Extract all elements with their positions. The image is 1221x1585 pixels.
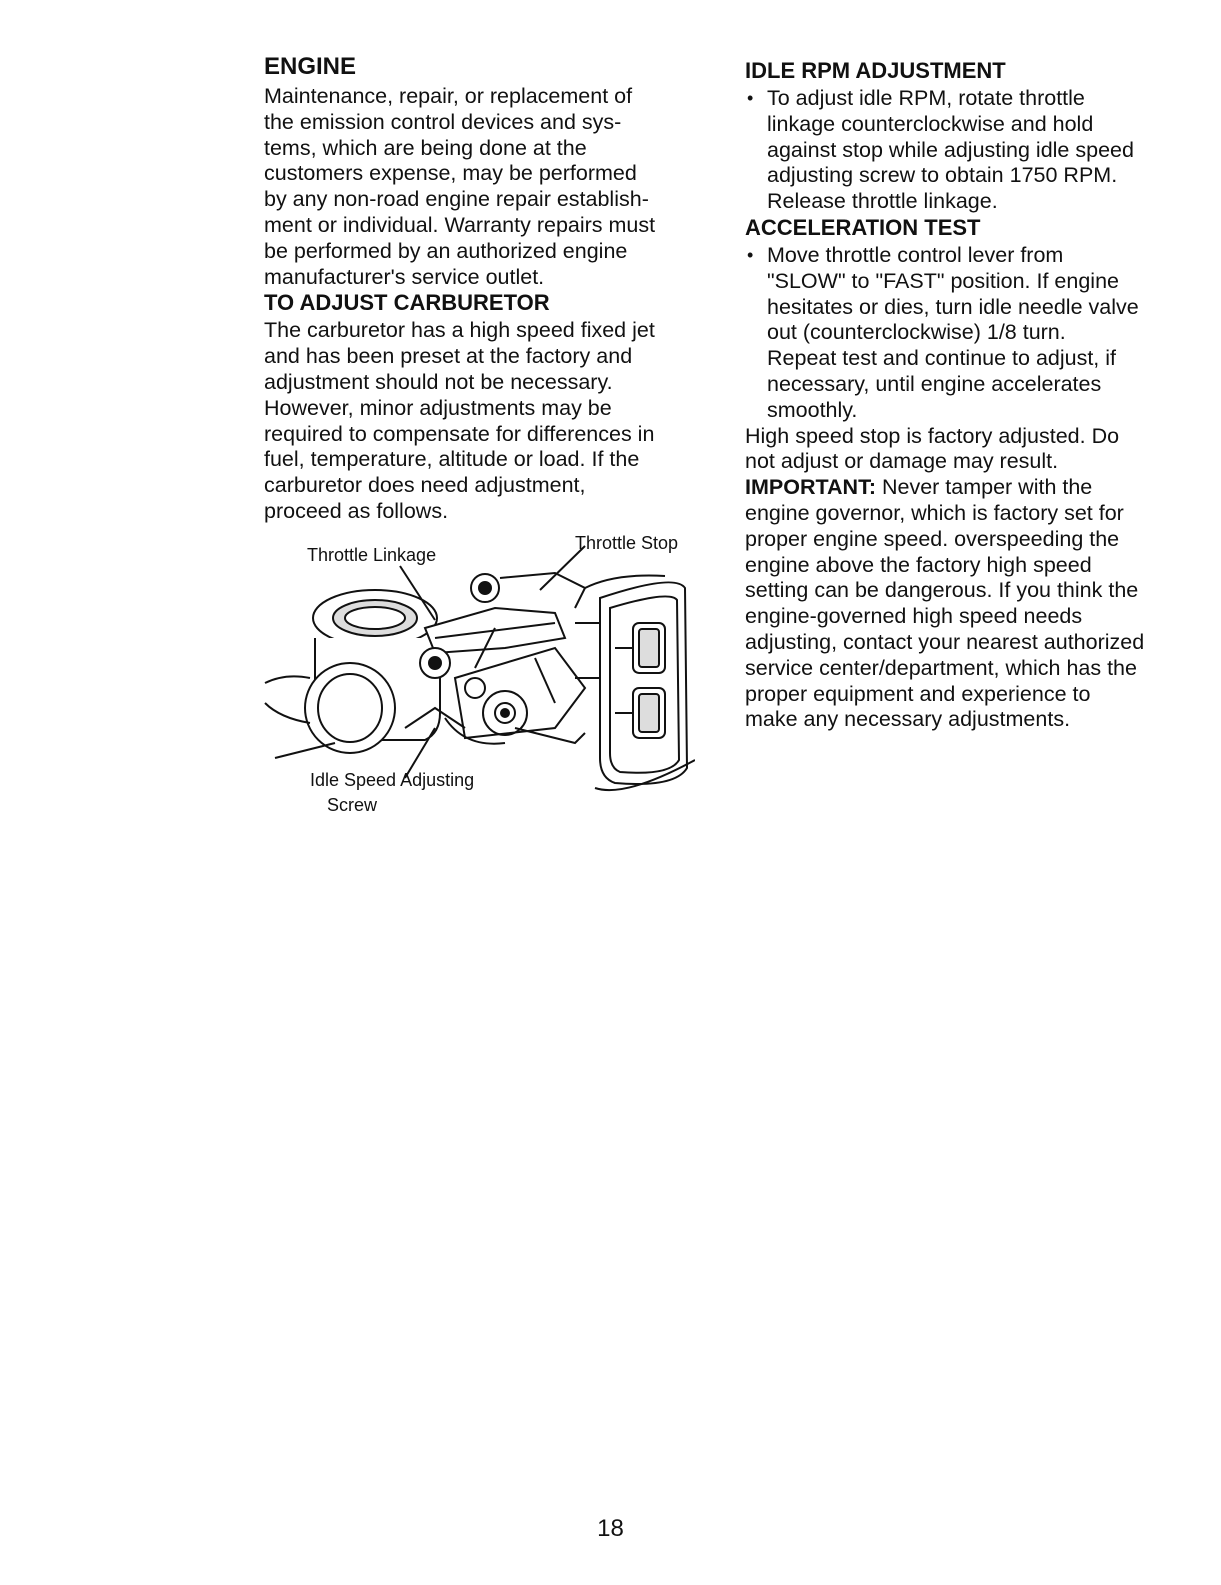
idle-screw-label-2: Screw	[327, 795, 378, 815]
important-line: proper equipment and experience to	[745, 681, 1091, 706]
carburetor-line: fuel, temperature, altitude or load. If the	[264, 447, 640, 472]
bullet-icon: •	[747, 244, 754, 265]
engine-line: customers expense, may be performed	[264, 161, 637, 186]
idle-line: against stop while adjusting idle speed	[767, 137, 1134, 162]
accel-line: Repeat test and continue to adjust, if	[767, 346, 1117, 371]
engine-line: Maintenance, repair, or replacement of	[264, 84, 633, 108]
idle-line: Release throttle linkage.	[767, 189, 998, 214]
accel-line: Move throttle control lever from	[767, 242, 1064, 267]
carburetor-illustration	[255, 528, 695, 823]
right-column	[745, 58, 1185, 733]
idle-rpm-bullet	[745, 86, 1185, 215]
idle-rpm-text	[767, 86, 1185, 215]
accel-line: hesitates or dies, turn idle needle valve	[767, 294, 1139, 319]
accel-line: out (counterclockwise) 1/8 turn.	[767, 320, 1066, 345]
important-line: service center/department, which has the	[745, 655, 1137, 680]
idle-line: adjusting screw to obtain 1750 RPM.	[767, 163, 1118, 188]
acceleration-text	[767, 243, 1185, 424]
important-line: engine governor, which is factory set for	[745, 500, 1124, 525]
page-number: 18	[597, 1515, 624, 1542]
engine-line: be performed by an authorized engine	[264, 238, 628, 263]
engine-heading: ENGINE	[264, 53, 357, 80]
important-line: make any necessary adjustments.	[745, 707, 1071, 732]
engine-line: the emission control devices and sys-	[264, 109, 622, 134]
idle-line: linkage counterclockwise and hold	[767, 111, 1094, 136]
engine-line: tems, which are being done at the	[264, 135, 587, 160]
carburetor-line: proceed as follows.	[264, 498, 449, 523]
engine-paragraph	[264, 84, 704, 290]
important-line: adjusting, contact your nearest authorized	[745, 629, 1145, 654]
idle-line: To adjust idle RPM, rotate throttle	[767, 86, 1085, 110]
carburetor-line: and has been preset at the factory and	[264, 344, 633, 369]
carburetor-line: However, minor adjustments may be	[264, 395, 612, 420]
important-first-line	[745, 475, 1185, 501]
high-speed-paragraph	[745, 424, 1185, 476]
carburetor-line: carburetor does need adjustment,	[264, 473, 586, 498]
carburetor-paragraph	[264, 318, 704, 524]
throttle-stop-label: Throttle Stop	[575, 533, 679, 553]
carburetor-line: required to compensate for differences in	[264, 421, 655, 446]
important-line: proper engine speed. overspeeding the	[745, 526, 1120, 551]
idle-screw-label: Idle Speed Adjusting	[310, 770, 475, 790]
acceleration-heading: ACCELERATION TEST	[745, 214, 981, 240]
important-line: engine-governed high speed needs	[745, 604, 1083, 629]
engine-line: ment or individual. Warranty repairs must	[264, 212, 656, 237]
carburetor-line: The carburetor has a high speed fixed jet	[264, 318, 655, 343]
important-line: engine above the factory high speed	[745, 552, 1092, 577]
accel-line: "SLOW" to "FAST" position. If engine	[767, 268, 1119, 293]
important-paragraph	[745, 475, 1185, 733]
high-speed-line: High speed stop is factory adjusted. Do	[745, 423, 1120, 448]
bullet-icon: •	[747, 88, 754, 108]
important-line: setting can be dangerous. If you think the	[745, 578, 1139, 603]
important-label: IMPORTANT:	[745, 475, 876, 500]
important-first-text: Never tamper with the	[875, 475, 1093, 500]
engine-line: manufacturer's service outlet.	[264, 264, 545, 289]
acceleration-bullet	[745, 243, 1185, 424]
accel-line: smoothly.	[767, 397, 858, 422]
high-speed-line: not adjust or damage may result.	[745, 449, 1059, 474]
carburetor-heading: TO ADJUST CARBURETOR	[264, 290, 550, 316]
idle-rpm-heading: IDLE RPM ADJUSTMENT	[745, 58, 1006, 83]
left-column	[264, 52, 704, 525]
accel-line: necessary, until engine accelerates	[767, 371, 1102, 396]
throttle-linkage-label: Throttle Linkage	[307, 545, 437, 565]
engine-line: by any non-road engine repair establish-	[264, 187, 649, 212]
carburetor-line: adjustment should not be necessary.	[264, 369, 613, 394]
